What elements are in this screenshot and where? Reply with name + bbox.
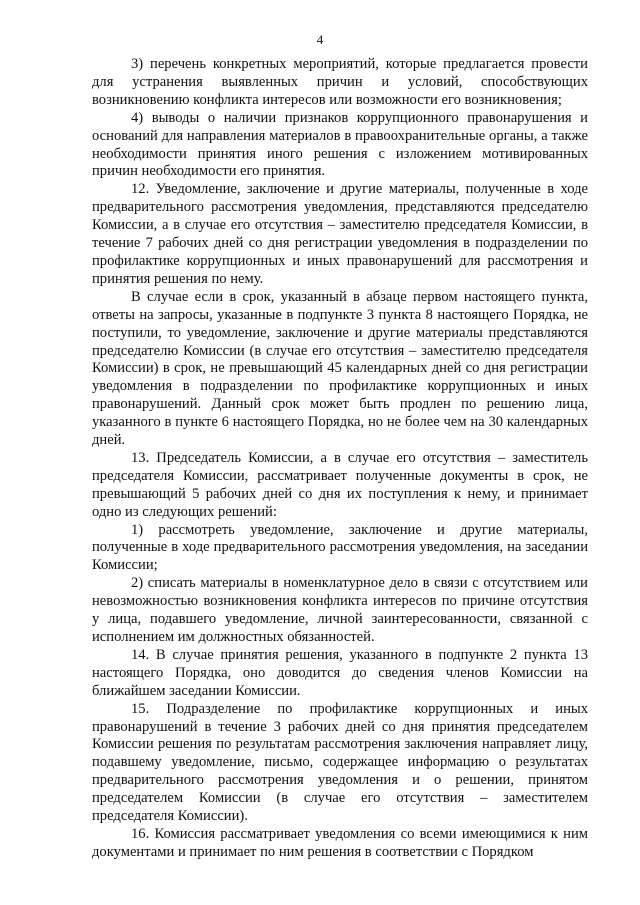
paragraph-clause-13-option-2: 2) списать материалы в номенклатурное дело в связи с отсутствием или невозможностью возникновения конфликта интересов по причине отсутствия у лица, подавшего уведомление, личной заинтересованности, связанной с исполнением им должностных обязанностей. <box>92 575 588 645</box>
paragraph-clause-15: 15. Подразделение по профилактике коррупционных и иных правонарушений в течение 3 рабочих дней со дня принятия председателем Комиссии решения по результатам рассмотрения заключения направляет лицу, подавшему уведомление, письмо, содержащее информацию о результатах предварительного рассмотрения уведомления и о решении, принятом председателем Комиссии (в случае его отсутствия – заместителем председателя Комиссии). <box>92 700 588 825</box>
paragraph-clause-12: 12. Уведомление, заключение и другие материалы, полученные в ходе предварительного рассмотрения уведомления, представляются председателю Комиссии, а в случае его отсутствия – заместителю председателя Комиссии, в течение 7 рабочих дней со дня регистрации уведомления в подразделении по профилактике коррупционных и иных правонарушений для рассмотрения и принятия решения по нему. <box>92 181 588 287</box>
paragraph-item-3-list: 3) перечень конкретных мероприятий, которые предлагается провести для устранения выявленных причин и условий, способствующих возникновению конфликта интересов или возможности его возникновения; <box>92 56 588 108</box>
paragraph-item-4-conclusions: 4) выводы о наличии признаков коррупционного правонарушения и оснований для направления материалов в правоохранительные органы, а также необходимости принятия иного решения с изложением мотивированных причин необходимости его принятия. <box>92 109 588 180</box>
paragraph-clause-13-option-1: 1) рассмотреть уведомление, заключение и другие материалы, полученные в ходе предварительного рассмотрения уведомления, на заседании Комиссии; <box>92 521 588 574</box>
paragraph-clause-16: 16. Комиссия рассматривает уведомления со всеми имеющимися к ним документами и принимает по ним решения в соответствии с Порядком <box>92 825 588 860</box>
page-number: 4 <box>316 32 324 47</box>
paragraph-clause-12-deadline: В случае если в срок, указанный в абзаце первом настоящего пункта, ответы на запросы, указанные в подпункте 3 пункта 8 настоящего Порядка, не поступили, то уведомление, заключение и другие материалы представляются председателю Комиссии (в случае его отсутствия – заместителю председателя Комиссии) в срок, не превышающий 45 календарных дней со дня регистрации уведомления в подразделении по профилактике коррупционных и иных правонарушений. Данный срок может быть продлен по решению лица, указанного в пункте 6 настоящего Порядка, но не более чем на 30 календарных дней. <box>92 288 588 449</box>
document-body <box>92 56 588 862</box>
paragraph-clause-13: 13. Председатель Комиссии, а в случае его отсутствия – заместитель председателя Комиссии, рассматривает полученные документы в срок, не превышающий 5 рабочих дней со дня их поступления к нему, и принимает одно из следующих решений: <box>92 449 588 520</box>
paragraph-clause-14: 14. В случае принятия решения, указанного в подпункте 2 пункта 13 настоящего Порядка, оно доводится до сведения членов Комиссии на ближайшем заседании Комиссии. <box>92 646 588 699</box>
